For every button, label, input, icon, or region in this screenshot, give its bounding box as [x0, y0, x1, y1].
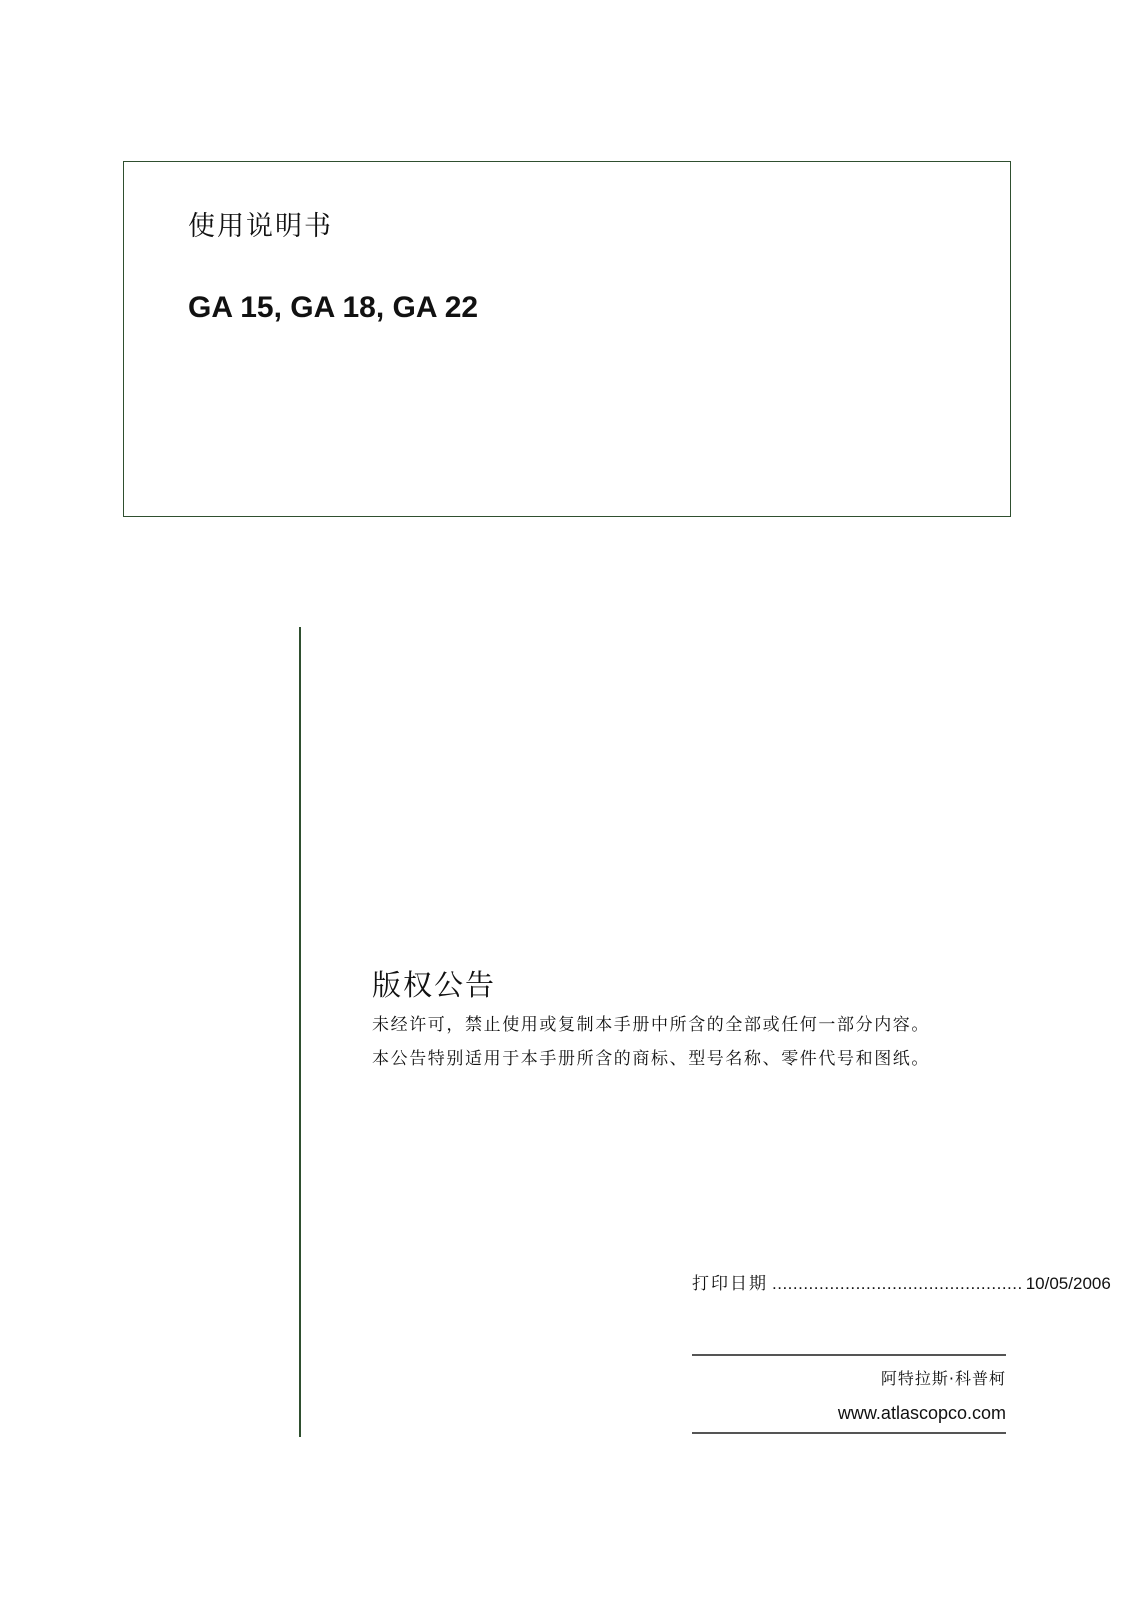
manual-type: 使用说明书 — [188, 211, 333, 242]
company-name: 阿特拉斯·科普柯 — [880, 1369, 1006, 1388]
website-link[interactable]: www.atlascopco.com — [837, 1403, 1006, 1423]
print-date-label: 打印日期 — [692, 1274, 768, 1294]
vertical-divider — [299, 627, 301, 1437]
footer-rule-bottom — [692, 1432, 1006, 1434]
copyright-text-line-2: 本公告特别适用于本手册所含的商标、型号名称、零件代号和图纸。 — [372, 1049, 930, 1069]
print-date-leader-dots: ................................................ — [772, 1274, 1023, 1293]
print-date — [692, 1269, 1111, 1294]
title-frame — [123, 161, 1011, 517]
copyright-text-line-1: 未经许可，禁止使用或复制本手册中所含的全部或任何一部分内容。 — [372, 1015, 930, 1035]
print-date-value: 10/05/2006 — [1025, 1274, 1111, 1293]
footer-rule-top — [692, 1354, 1006, 1356]
model-names: GA 15, GA 18, GA 22 — [188, 291, 479, 324]
copyright-heading: 版权公告 — [372, 968, 497, 1002]
